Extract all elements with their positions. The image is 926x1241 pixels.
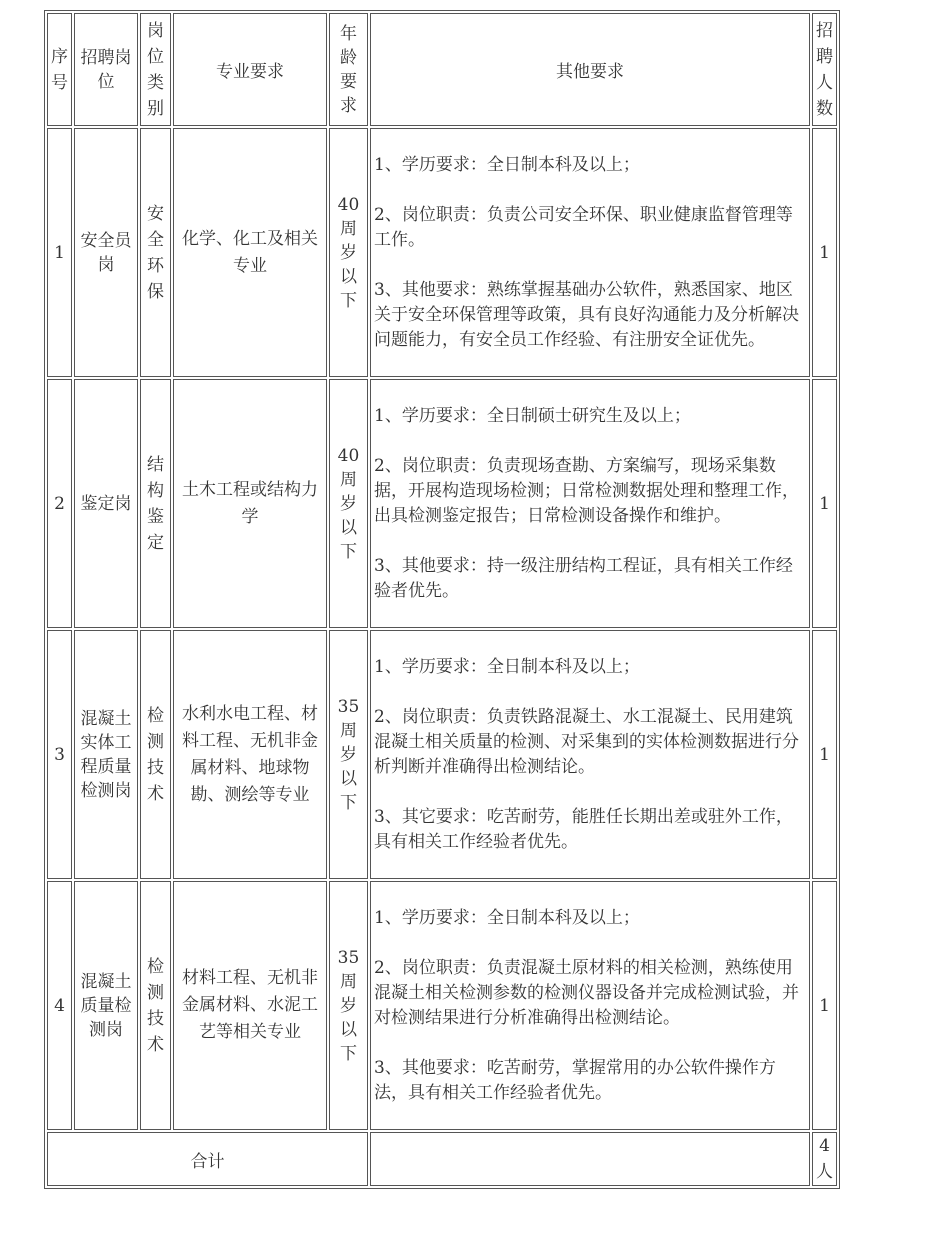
row-age: 35周岁以下 xyxy=(329,630,368,879)
header-age: 年龄要求 xyxy=(329,13,368,126)
row-count: 1 xyxy=(812,128,837,377)
requirement-item: 3、其它要求：吃苦耐劳，能胜任长期出差或驻外工作，具有相关工作经验者优先。 xyxy=(374,806,793,852)
row-category: 检测技术 xyxy=(140,630,171,879)
row-seq: 4 xyxy=(47,881,72,1130)
row-count: 1 xyxy=(812,630,837,879)
header-position: 招聘岗位 xyxy=(74,13,138,126)
row-other-requirements xyxy=(370,881,810,1130)
row-category: 安全环保 xyxy=(140,128,171,377)
row-major: 土木工程或结构力学 xyxy=(173,379,327,628)
header-count: 招聘人数 xyxy=(812,13,837,126)
header-major: 专业要求 xyxy=(173,13,327,126)
requirement-item: 1、学历要求：全日制本科及以上； xyxy=(374,656,640,677)
requirement-item: 3、其他要求：吃苦耐劳，掌握常用的办公软件操作方法，具有相关工作经验者优先。 xyxy=(374,1057,776,1103)
table-row xyxy=(47,128,837,377)
row-major: 化学、化工及相关专业 xyxy=(173,128,327,377)
table-row xyxy=(47,630,837,879)
requirement-item: 1、学历要求：全日制本科及以上； xyxy=(374,154,640,175)
requirement-item: 3、其他要求：持一级注册结构工程证，具有相关工作经验者优先。 xyxy=(374,555,793,601)
header-other: 其他要求 xyxy=(370,13,810,126)
row-major: 水利水电工程、材料工程、无机非金属材料、地球物勘、测绘等专业 xyxy=(173,630,327,879)
row-age: 40周岁以下 xyxy=(329,128,368,377)
row-other-requirements xyxy=(370,379,810,628)
header-category: 岗位类别 xyxy=(140,13,171,126)
requirement-item: 3、其他要求：熟练掌握基础办公软件，熟悉国家、地区关于安全环保管理等政策，具有良好沟通能力及分析解决问题能力，有安全员工作经验、有注册安全证优先。 xyxy=(374,279,799,350)
total-count: 4人 xyxy=(812,1132,837,1186)
total-empty-cell xyxy=(370,1132,810,1186)
row-other-requirements xyxy=(370,630,810,879)
row-other-requirements xyxy=(370,128,810,377)
row-major: 材料工程、无机非金属材料、水泥工艺等相关专业 xyxy=(173,881,327,1130)
requirement-item: 1、学历要求：全日制硕士研究生及以上； xyxy=(374,405,691,426)
total-row xyxy=(47,1132,837,1186)
row-position: 混凝土质量检测岗 xyxy=(74,881,138,1130)
total-label: 合计 xyxy=(47,1132,368,1186)
requirement-item: 2、岗位职责：负责公司安全环保、职业健康监督管理等工作。 xyxy=(374,204,793,250)
row-position: 混凝土实体工程质量检测岗 xyxy=(74,630,138,879)
requirement-item: 1、学历要求：全日制本科及以上； xyxy=(374,907,640,928)
row-seq: 1 xyxy=(47,128,72,377)
row-count: 1 xyxy=(812,881,837,1130)
row-age: 35周岁以下 xyxy=(329,881,368,1130)
recruitment-table xyxy=(44,10,840,1189)
row-position: 鉴定岗 xyxy=(74,379,138,628)
row-age: 40周岁以下 xyxy=(329,379,368,628)
row-count: 1 xyxy=(812,379,837,628)
row-category: 检测技术 xyxy=(140,881,171,1130)
row-seq: 2 xyxy=(47,379,72,628)
table-row xyxy=(47,379,837,628)
row-category: 结构鉴定 xyxy=(140,379,171,628)
row-position: 安全员岗 xyxy=(74,128,138,377)
requirement-item: 2、岗位职责：负责现场查勘、方案编写，现场采集数据，开展构造现场检测；日常检测数据处理和整理工作，出具检测鉴定报告；日常检测设备操作和维护。 xyxy=(374,455,799,526)
row-seq: 3 xyxy=(47,630,72,879)
header-row xyxy=(47,13,837,126)
recruitment-table-page xyxy=(44,10,840,1189)
header-seq: 序号 xyxy=(47,13,72,126)
requirement-item: 2、岗位职责：负责铁路混凝土、水工混凝土、民用建筑混凝土相关质量的检测、对采集到的实体检测数据进行分析判断并准确得出检测结论。 xyxy=(374,706,799,777)
table-row xyxy=(47,881,837,1130)
requirement-item: 2、岗位职责：负责混凝土原材料的相关检测，熟练使用混凝土相关检测参数的检测仪器设备并完成检测试验，并对检测结果进行分析准确得出检测结论。 xyxy=(374,957,799,1028)
